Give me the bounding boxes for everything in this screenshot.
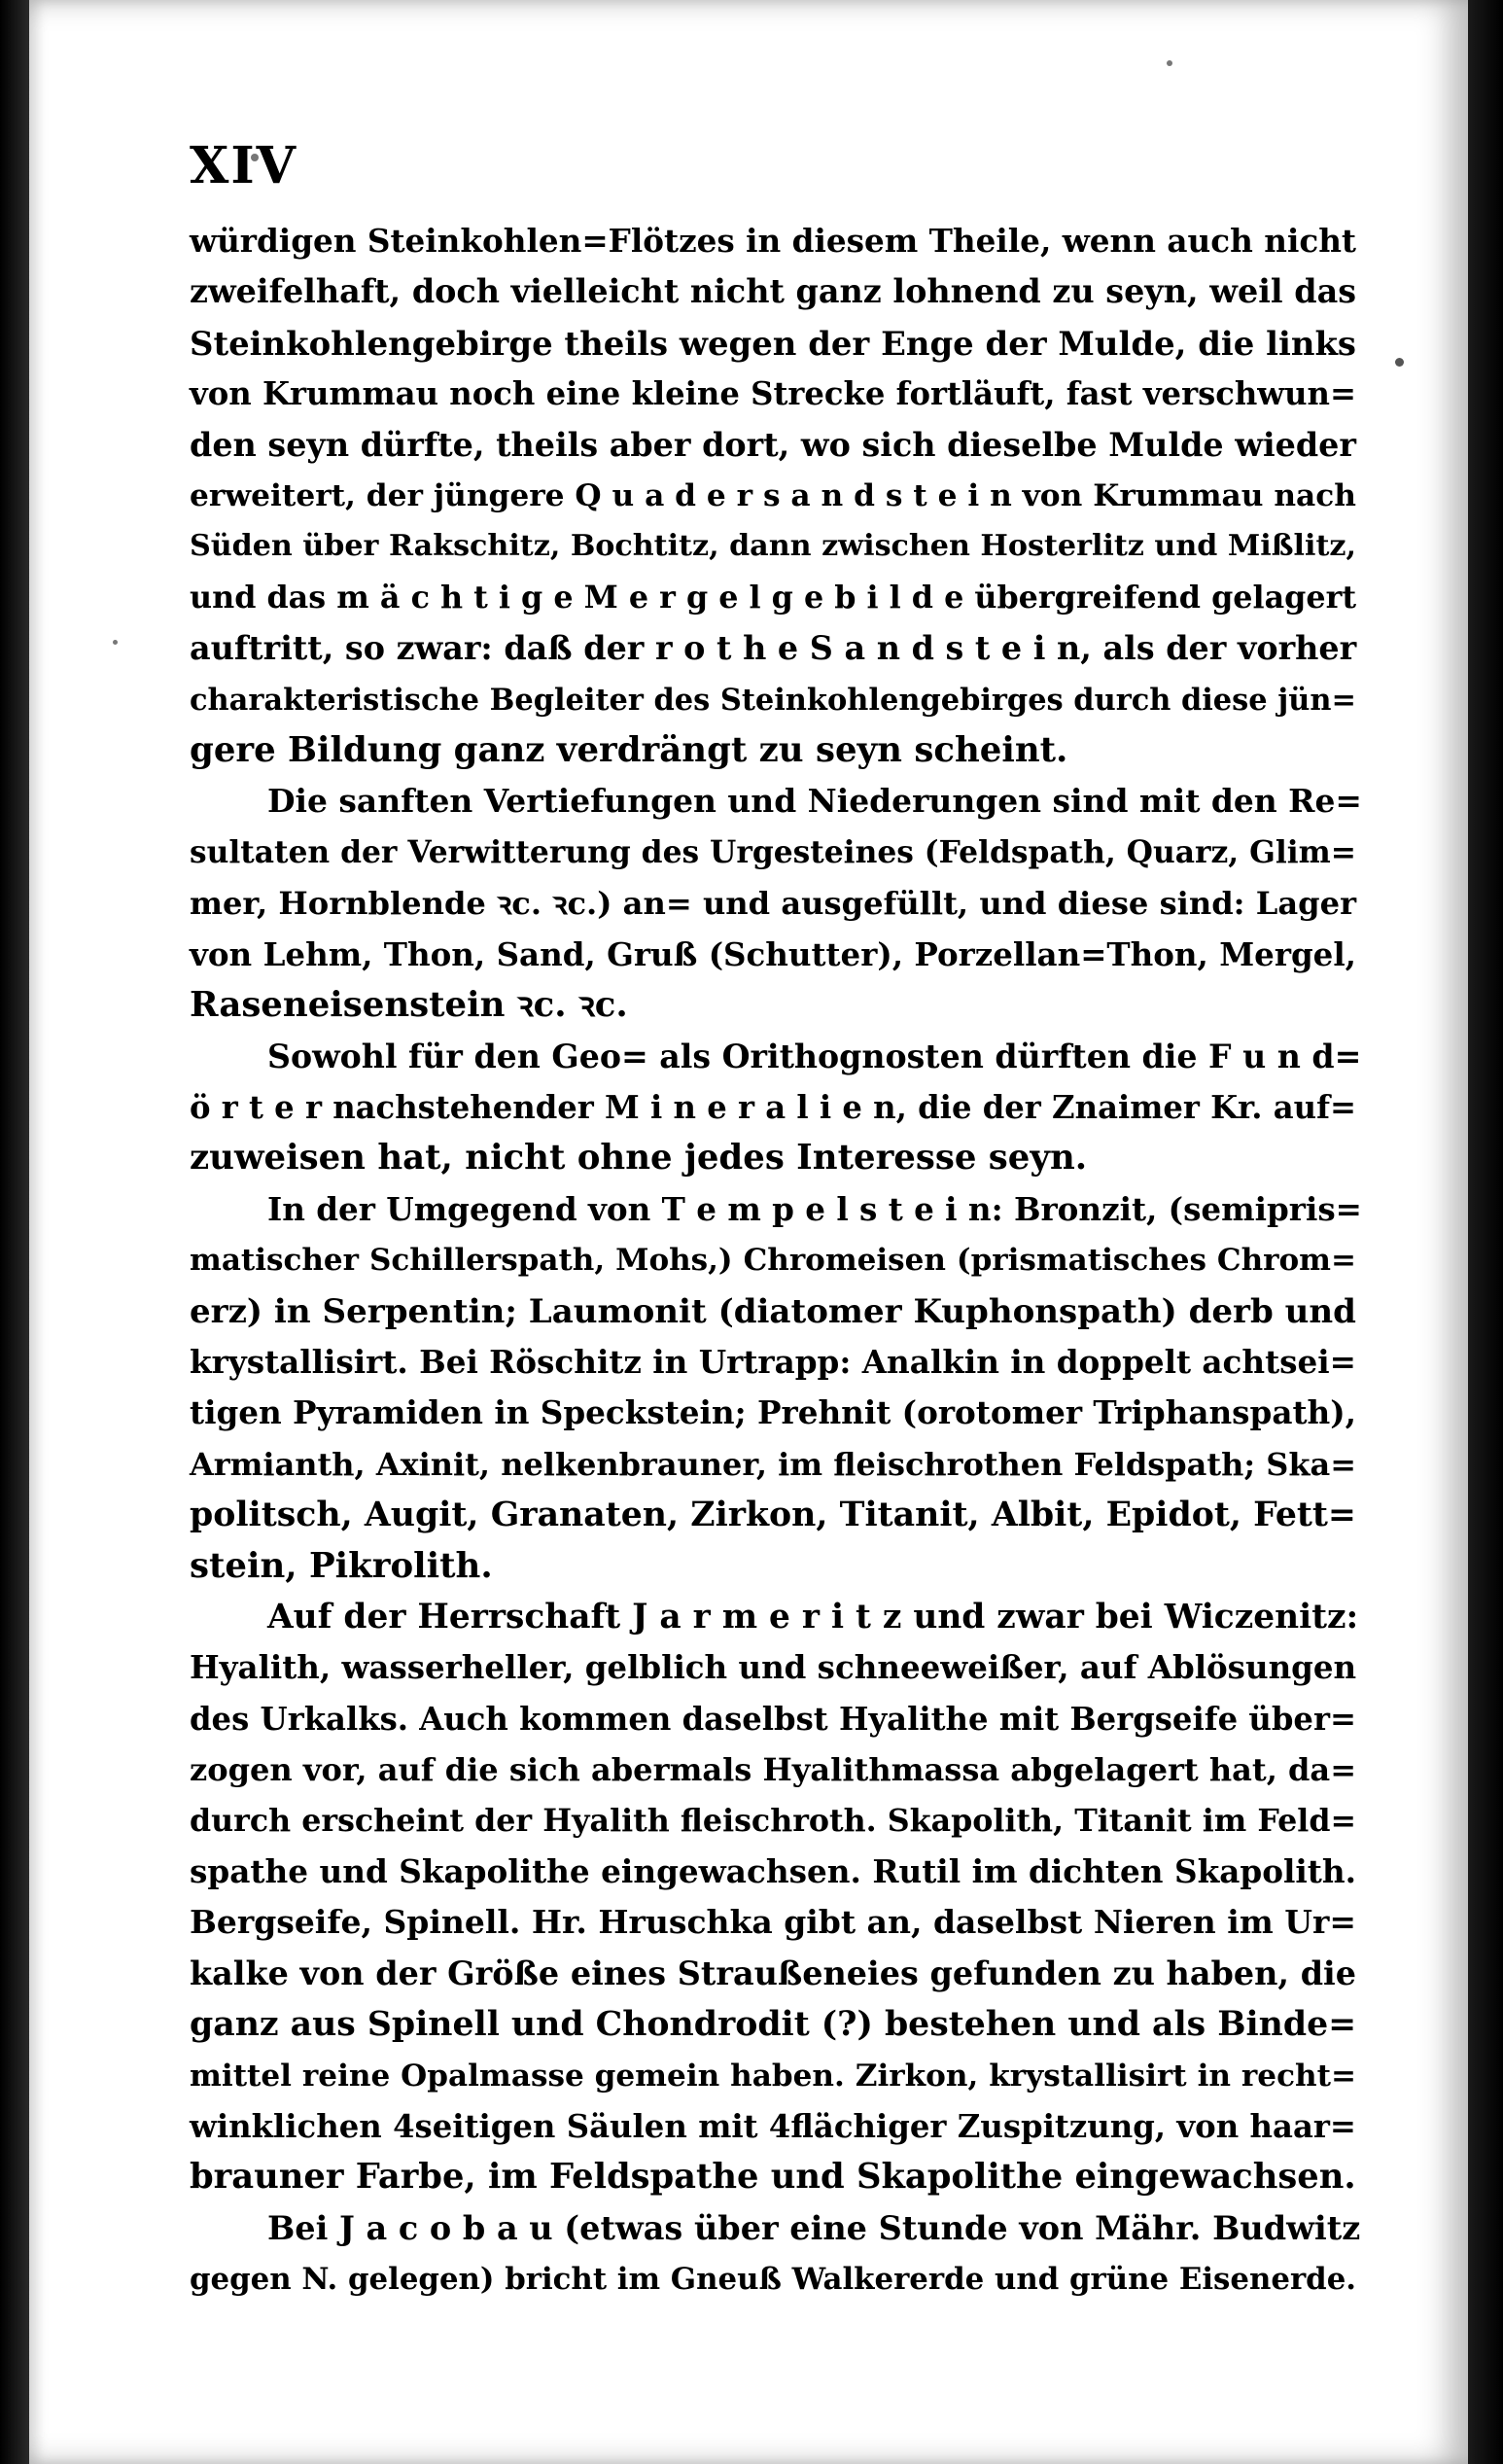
text-line: politsch, Augit, Granaten, Zirkon, Titanit, Albit, Epidot, Fett= (190, 1495, 1356, 1535)
text-line: Sowohl für den Geo= als Orithognosten dürften die F u n d= (267, 1037, 1362, 1075)
text-line: sultaten der Verwitterung des Urgesteines (Feldspath, Quarz, Glim= (190, 834, 1356, 870)
text-line: Hyalith, wasserheller, gelblich und schneeweißer, auf Ablösungen (190, 1649, 1357, 1687)
text-line: Bergseife, Spinell. Hr. Hruschka gibt an, daselbst Nieren im Ur= (190, 1903, 1356, 1942)
text-line: gegen N. gelegen) bricht im Gneuß Walkererde und grüne Eisenerde. (190, 2262, 1357, 2298)
text-line: des Urkalks. Auch kommen daselbst Hyalithe mit Bergseife über= (190, 1700, 1356, 1738)
text-line: mittel reine Opalmasse gemein haben. Zirkon, krystallisirt in recht= (190, 2058, 1356, 2094)
text-line: zogen vor, auf die sich abermals Hyalithmassa abgelagert hat, da= (190, 1751, 1357, 1789)
text-line: gere Bildung ganz verdrängt zu seyn scheint. (190, 730, 1068, 771)
text-line: kalke von der Größe eines Straußeneies gefunden zu haben, die (190, 1954, 1356, 1992)
text-line: Raseneisenstein ꝛc. ꝛc. (190, 985, 628, 1026)
text-line: ö r t e r nachstehender M i n e r a l i e n, die der Znaimer Kr. auf= (190, 1088, 1356, 1126)
text-line: zuweisen hat, nicht ohne jedes Interesse seyn. (190, 1138, 1088, 1179)
text-line: Süden über Rakschitz, Bochtitz, dann zwischen Hosterlitz und Mißlitz, (190, 529, 1356, 564)
page-number: XIV (190, 136, 298, 195)
text-line: durch erscheint der Hyalith fleischroth. Skapolith, Titanit im Feld= (190, 1802, 1356, 1839)
text-line: Die sanften Vertiefungen und Niederungen sind mit den Re= (267, 782, 1362, 821)
text-line: auftritt, so zwar: daß der r o t h e S a n d s t e i n, als der vorher (190, 629, 1357, 668)
ink-speck (1167, 60, 1172, 66)
text-line: winklichen 4seitigen Säulen mit 4flächiger Zuspitzung, von haar= (190, 2108, 1356, 2146)
text-line: matischer Schillerspath, Mohs,) Chromeisen (prismatisches Chrom= (190, 1243, 1356, 1279)
text-line: von Krummau noch eine kleine Strecke fortläuft, fast verschwun= (190, 375, 1356, 413)
body-text (190, 216, 1362, 2306)
text-line: zweifelhaft, doch vielleicht nicht ganz lohnend zu seyn, weil das (190, 272, 1356, 311)
text-line: Steinkohlengebirge theils wegen der Enge der Mulde, die links (190, 323, 1356, 363)
text-line: mer, Hornblende ꝛc. ꝛc.) an= und ausgefüllt, und diese sind: Lager (190, 885, 1356, 923)
ink-speck (113, 640, 118, 645)
paragraph-3 (190, 1032, 1362, 1184)
text-line: und das m ä c h t i g e M e r g e l g e b i l d e übergreifend gelagert (190, 579, 1356, 616)
page-left-edge-shadow (0, 0, 29, 2464)
text-line: spathe und Skapolithe eingewachsen. Rutil im dichten Skapolith. (190, 1852, 1356, 1890)
paragraph-5 (190, 1592, 1359, 2203)
text-line: krystallisirt. Bei Röschitz in Urtrapp: Analkin in doppelt achtsei= (190, 1342, 1357, 1381)
page-right-edge-shadow (1468, 0, 1503, 2464)
text-line: Bei J a c o b a u (etwas über eine Stunde von Mähr. Budwitz (267, 2208, 1361, 2247)
text-line: In der Umgegend von T e m p e l s t e i n: Bronzit, (semipris= (267, 1189, 1362, 1228)
ink-speck (1395, 358, 1404, 367)
text-line: erweitert, der jüngere Q u a d e r s a n d s t e i n von Krummau nach (190, 478, 1356, 514)
text-line: charakteristische Begleiter des Steinkohlengebirges durch diese jün= (190, 682, 1356, 718)
text-line: tigen Pyramiden in Speckstein; Prehnit (orotomer Triphanspath), (190, 1393, 1357, 1432)
text-line: ganz aus Spinell und Chondrodit (?) bestehen und als Binde= (190, 2004, 1357, 2045)
text-line: Auf der Herrschaft J a r m e r i t z und zwar bei Wiczenitz: (267, 1597, 1359, 1637)
text-line: den seyn dürfte, theils aber dort, wo sich dieselbe Mulde wieder (190, 425, 1356, 464)
paragraph-2 (190, 776, 1362, 1031)
text-line: erz) in Serpentin; Laumonit (diatomer Kuphonspath) derb und (190, 1291, 1356, 1331)
paragraph-1 (190, 216, 1356, 776)
paragraph-6 (190, 2203, 1361, 2306)
text-line: Armianth, Axinit, nelkenbrauner, im fleischrothen Feldspath; Ska= (190, 1445, 1356, 1483)
text-line: würdigen Steinkohlen=Flötzes in diesem Theile, wenn auch nicht (190, 222, 1356, 260)
text-line: stein, Pikrolith. (190, 1545, 493, 1586)
text-line: brauner Farbe, im Feldspathe und Skapolithe eingewachsen. (190, 2157, 1356, 2198)
text-line: von Lehm, Thon, Sand, Gruß (Schutter), Porzellan=Thon, Mergel, (190, 934, 1356, 973)
paragraph-4 (190, 1184, 1362, 1592)
